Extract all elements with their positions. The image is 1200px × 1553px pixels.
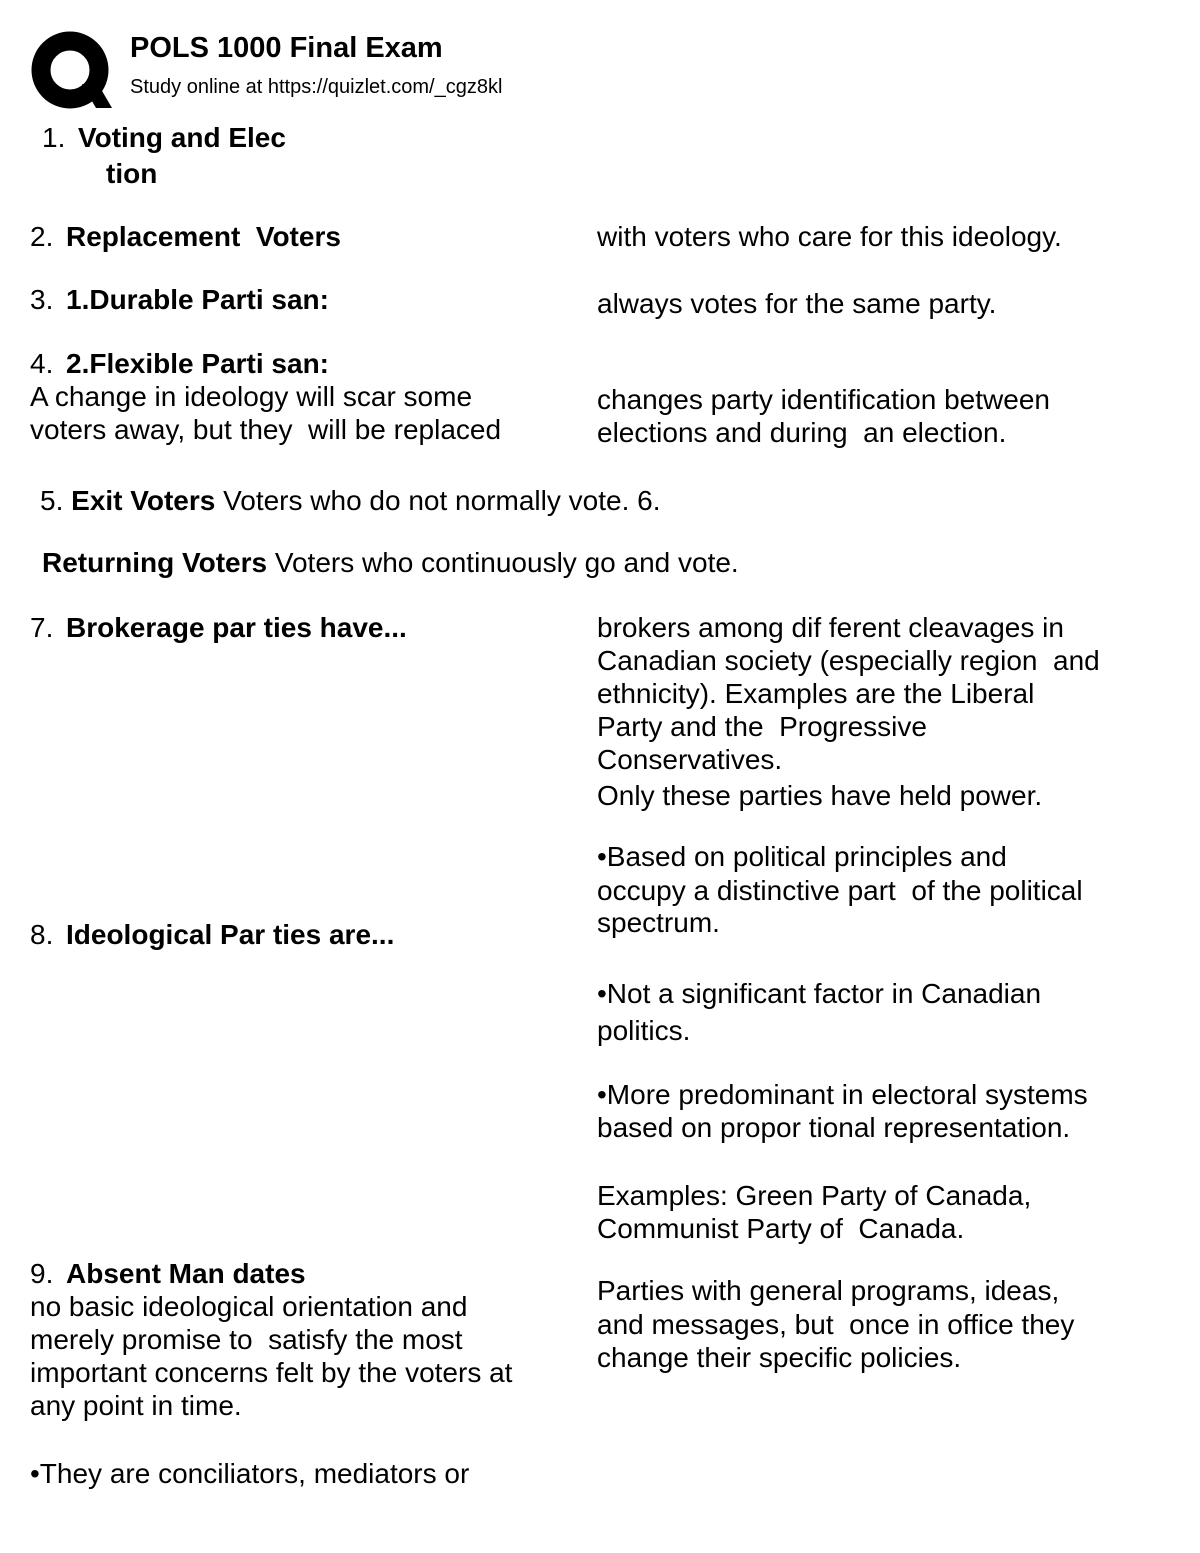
item-8-definition-a-line-3: spectrum. [597,907,720,938]
item-5-term: Exit Voters [71,485,216,516]
page-title: POLS 1000 Final Exam [130,32,443,64]
item-3-number: 3. [30,284,54,315]
item-7-definition-line-5: Conservatives. [597,744,783,775]
item-5-number: 5. [40,485,64,516]
item-3-term: 1.Durable Parti san: [66,284,329,315]
item-4-note-line-2: voters away, but they will be replaced [30,414,502,445]
item-4-number: 4. [30,348,54,379]
item-1-number: 1. [42,122,66,153]
item-8-definition-a-line-2: occupy a distinctive part of the political [597,875,1083,906]
item-8-definition-c-line-2: based on propor tional representation. [597,1112,1071,1143]
item-8-definition-b-line-1: •Not a significant factor in Canadian [597,978,1042,1009]
item-2-definition: with voters who care for this ideology. [597,221,1062,252]
item-9-definition-line-3: change their specific policies. [597,1342,962,1373]
item-7-definition-line-4: Party and the Progressive [597,711,927,742]
item-1-term-cont: tion [106,158,158,189]
item-9-term: Absent Man dates [66,1258,306,1289]
item-8-definition-b-line-2: politics. [597,1015,691,1046]
item-7-term: Brokerage par ties have... [66,612,407,643]
item-9-note-line-4: any point in time. [30,1390,242,1421]
item-7-definition-line-2: Canadian society (especially region and [597,645,1100,676]
item-4-term: 2.Flexible Parti san: [66,348,329,379]
item-4-definition-line-1: changes party identification between [597,384,1050,415]
item-9-note-line-2: merely promise to satisfy the most [30,1324,463,1355]
item-7-definition-line-1: brokers among dif ferent cleavages in [597,612,1064,643]
item-6-line [42,546,739,579]
item-5-line [40,484,660,517]
item-7-definition-line-6: Only these parties have held power. [597,780,1043,811]
study-online-link[interactable]: Study online at https://quizlet.com/_cgz8kl [130,76,503,98]
quizlet-q-logo-icon [30,30,112,112]
item-9-bullet: •They are conciliators, mediators or [30,1458,470,1489]
item-9-number: 9. [30,1258,54,1289]
item-8-term: Ideological Par ties are... [66,919,395,950]
item-9-note-line-3: important concerns felt by the voters at [30,1357,513,1388]
item-1-term: Voting and Elec [78,122,286,153]
item-2-term: Replacement Voters [66,221,341,252]
item-7-number: 7. [30,612,54,643]
item-8-number: 8. [30,919,54,950]
item-6-definition: Voters who continuously go and vote. [267,547,739,578]
item-6-term: Returning Voters [42,547,268,578]
item-3-definition: always votes for the same party. [597,288,997,319]
item-8-definition-a-line-1: •Based on political principles and [597,841,1007,872]
item-9-note-line-1: no basic ideological orientation and [30,1291,468,1322]
item-9-definition-line-2: and messages, but once in office they [597,1309,1075,1340]
item-8-definition-d-line-2: Communist Party of Canada. [597,1213,965,1244]
item-4-definition-line-2: elections and during an election. [597,417,1007,448]
item-4-note-line-1: A change in ideology will scar some [30,381,473,412]
item-9-definition-line-1: Parties with general programs, ideas, [597,1275,1060,1306]
item-7-definition-line-3: ethnicity). Examples are the Liberal [597,678,1035,709]
item-8-definition-d-line-1: Examples: Green Party of Canada, [597,1180,1032,1211]
item-8-definition-c-line-1: •More predominant in electoral systems [597,1079,1088,1110]
item-5-definition: Voters who do not normally vote. 6. [215,485,661,516]
item-2-number: 2. [30,221,54,252]
